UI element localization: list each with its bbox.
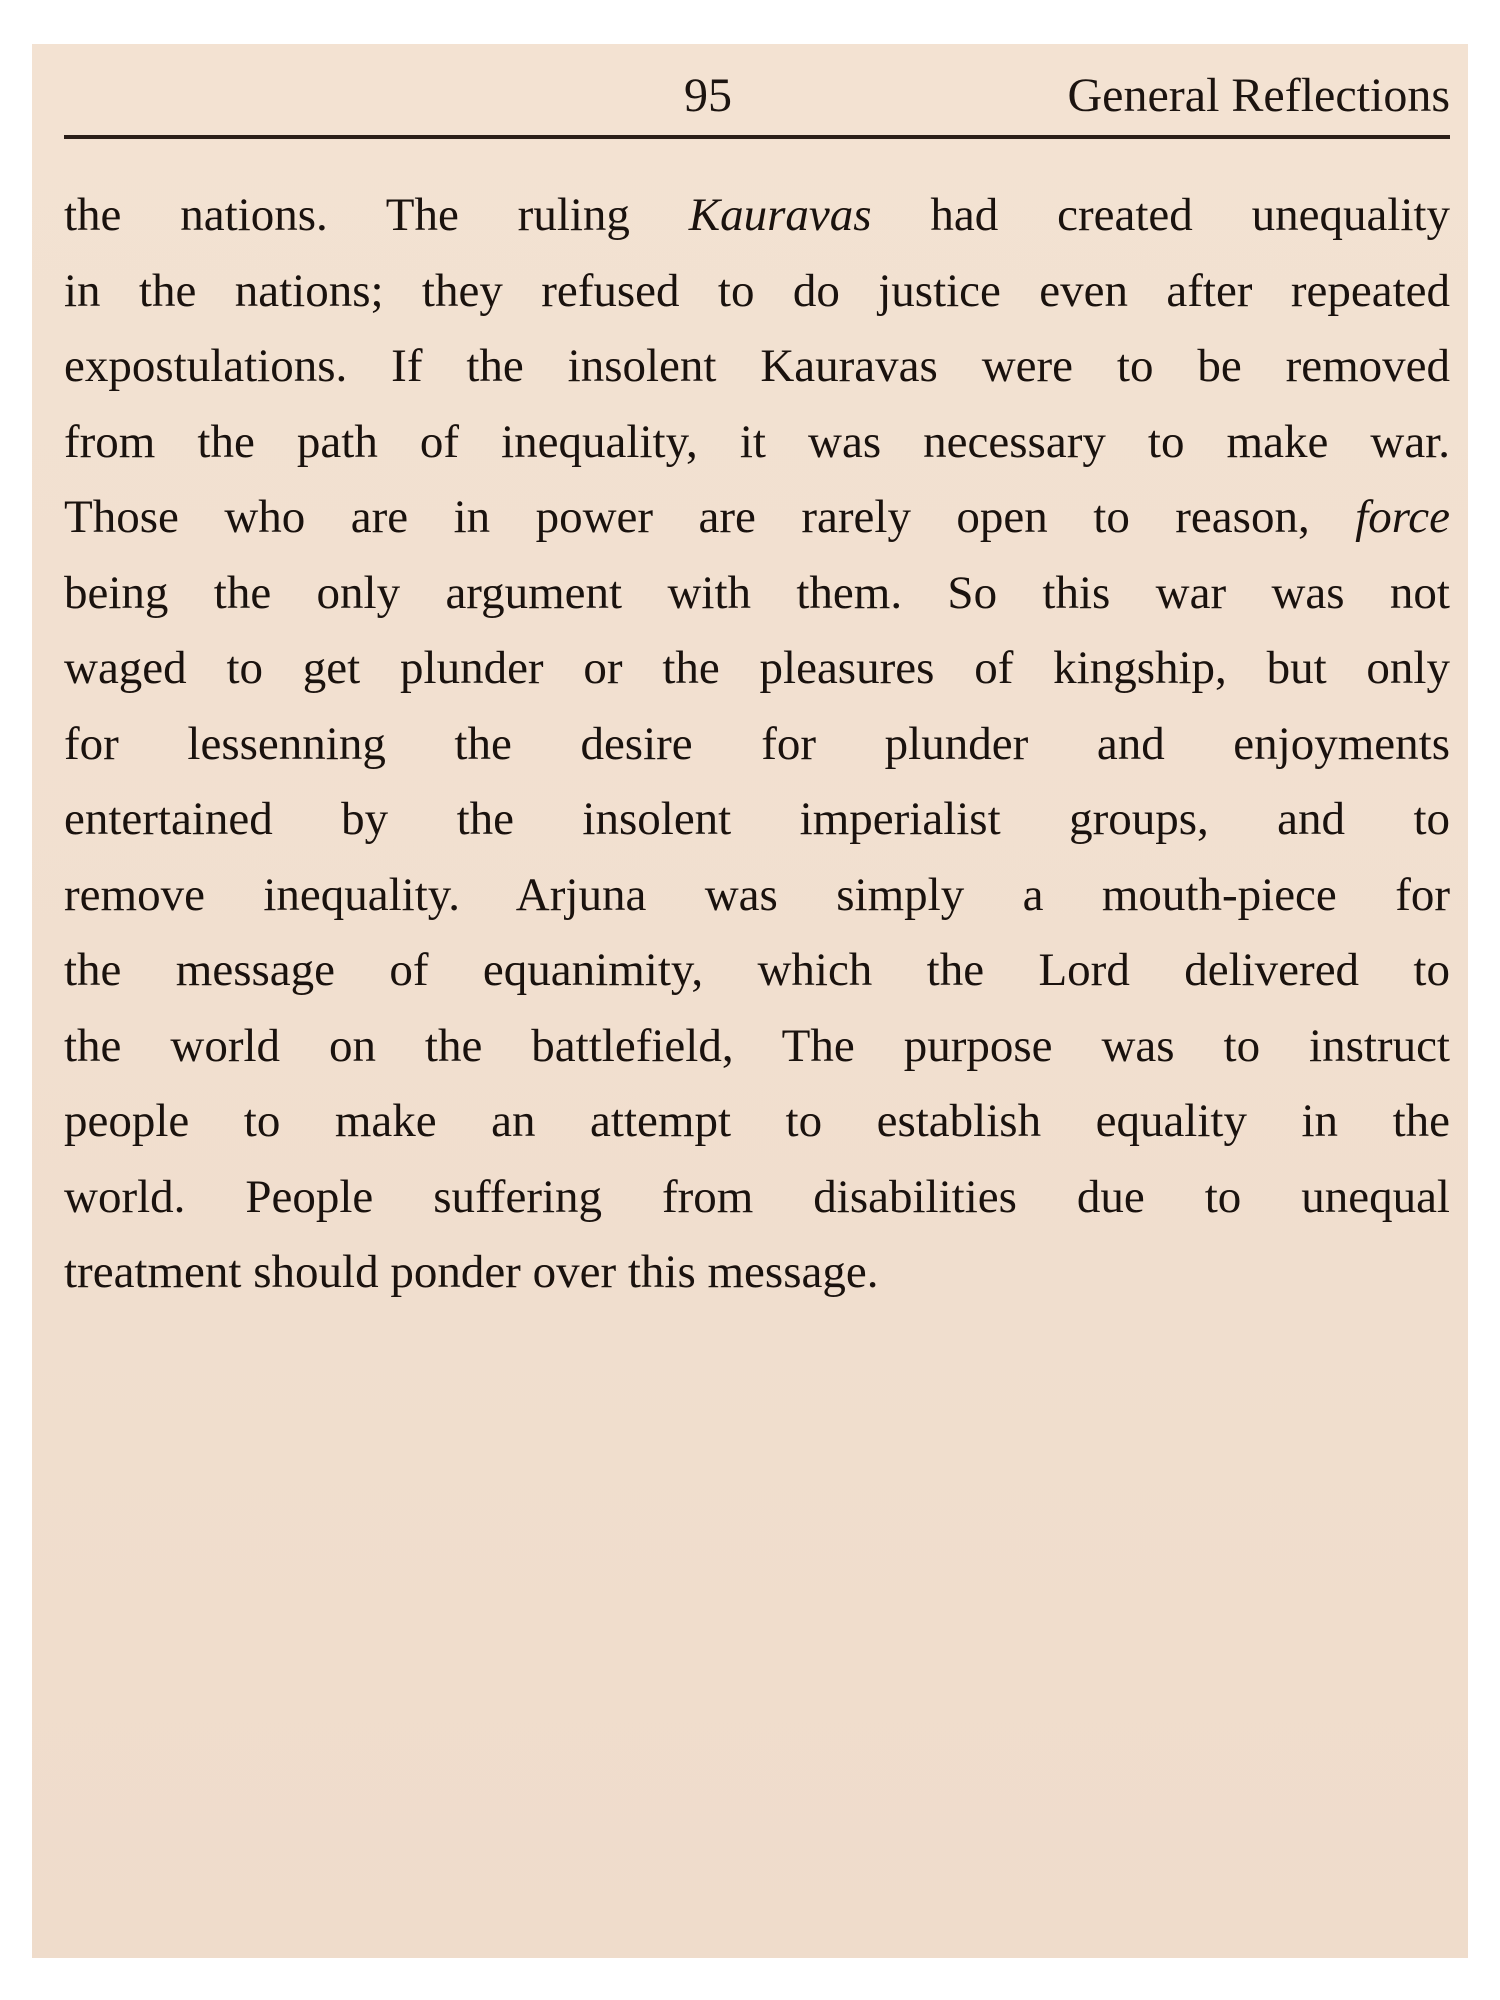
text-line xyxy=(64,782,1450,858)
text-segment: expostulations. If the insolent Kauravas were to be removed xyxy=(64,340,1450,392)
text-line xyxy=(64,1235,1450,1311)
body-text xyxy=(64,178,1450,1311)
page-header xyxy=(64,60,1450,134)
text-segment: for lessenning the desire for plunder and enjoyments xyxy=(64,717,1450,770)
text-segment: being the only argument with them. So this war was not xyxy=(64,566,1450,619)
italic-text: force xyxy=(1355,491,1450,543)
text-segment: remove inequality. Arjuna was simply a mouth-piece for xyxy=(64,868,1450,921)
italic-text: Kauravas xyxy=(688,189,872,241)
text-segment: people to make an attempt to establish equality in the xyxy=(64,1095,1450,1147)
text-segment: Those who are in power are rarely open to reason, xyxy=(64,491,1356,543)
text-line xyxy=(64,631,1450,707)
text-line xyxy=(64,405,1450,481)
text-line xyxy=(64,933,1450,1009)
text-line xyxy=(64,254,1450,330)
text-segment: in the nations; they refused to do justice even after repeated xyxy=(64,264,1450,317)
text-segment: the message of equanimity, which the Lord delivered to xyxy=(64,944,1450,996)
text-segment: entertained by the insolent imperialist groups, and to xyxy=(64,793,1450,845)
text-line xyxy=(64,1009,1450,1085)
text-segment: waged to get plunder or the pleasures of kingship, but only xyxy=(64,642,1450,694)
text-segment: had created unequality xyxy=(871,189,1450,241)
running-title: General Reflections xyxy=(1067,69,1450,122)
text-line xyxy=(64,480,1450,556)
text-line xyxy=(64,329,1450,405)
text-line xyxy=(64,1160,1450,1236)
text-segment: the nations. The ruling xyxy=(64,189,689,241)
text-segment: the world on the battlefield, The purpose was to instruct xyxy=(64,1019,1450,1072)
text-line xyxy=(64,556,1450,632)
text-line xyxy=(64,858,1450,934)
text-line xyxy=(64,178,1450,254)
text-segment: world. People suffering from disabilities due to unequal xyxy=(64,1170,1450,1223)
text-segment: from the path of inequality, it was necessary to make war. xyxy=(64,415,1450,468)
header-rule xyxy=(64,135,1450,139)
text-line xyxy=(64,1084,1450,1160)
text-segment: treatment should ponder over this message. xyxy=(64,1246,879,1298)
text-line xyxy=(64,707,1450,783)
page-number: 95 xyxy=(684,69,732,122)
